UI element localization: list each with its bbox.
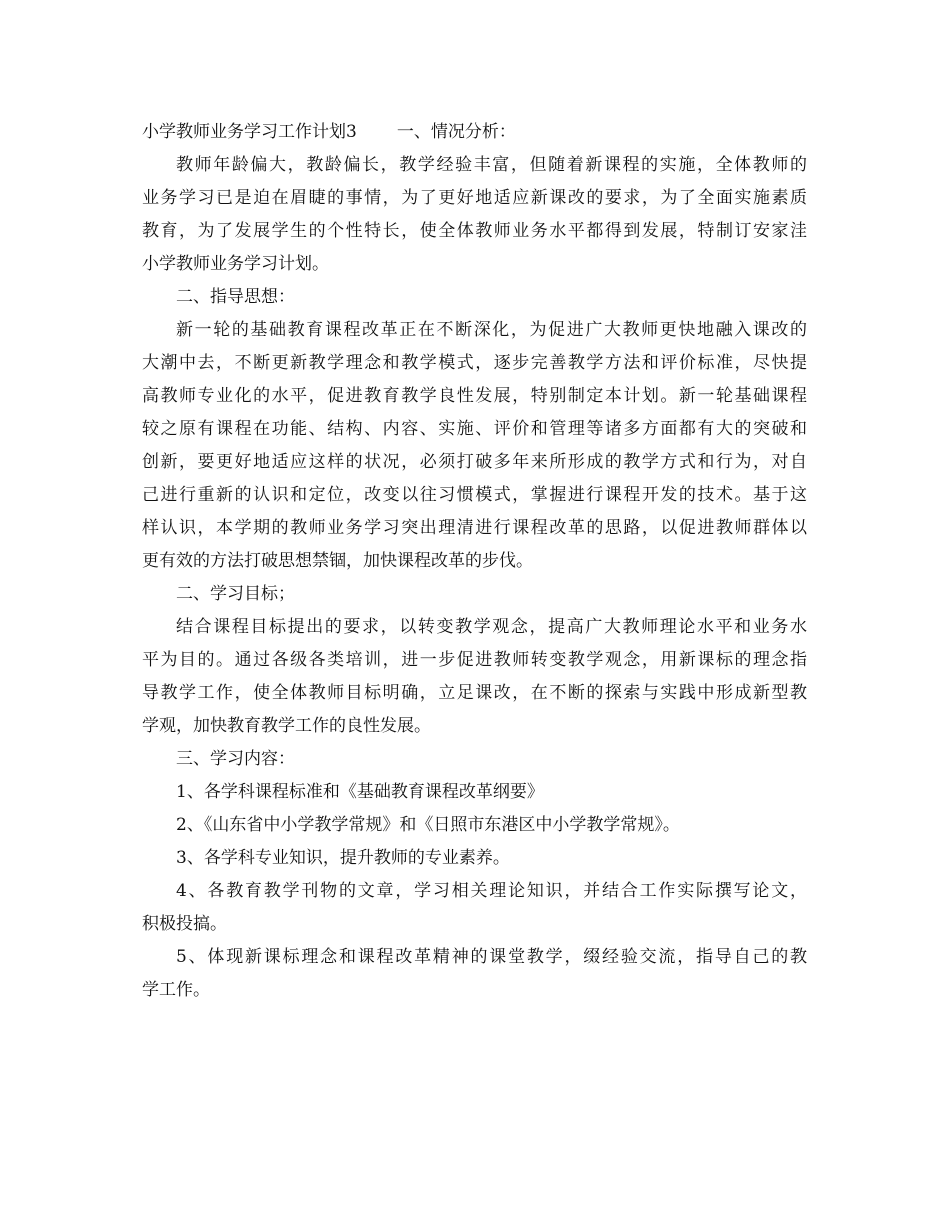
title-gap — [357, 116, 397, 149]
text-line: 较之原有课程在功能、结构、内容、实施、评价和管理等诸多方面都有大的突破和 — [142, 419, 807, 439]
text-line: 高教师专业化的水平，促进教育教学良性发展，特别制定本计划。新一轮基础课程 — [142, 386, 807, 406]
text-line: 小学教师业务学习计划。 — [142, 254, 329, 274]
text-line: 学观，加快教育教学工作的良性发展。 — [142, 716, 431, 736]
text-line: 己进行重新的认识和定位，改变以往习惯模式，掌握进行课程开发的技术。基于这 — [142, 485, 807, 505]
document-lines — [142, 149, 807, 1007]
text-line: 教育，为了发展学生的个性特长，使全体教师业务水平都得到发展，特制订安家洼 — [142, 221, 807, 241]
text-line: 创新，要更好地适应这样的状况，必须打破多年来所形成的教学方式和行为，对自 — [142, 452, 807, 472]
text-line: 4、各教育教学刊物的文章，学习相关理论知识，并结合工作实际撰写论文， — [176, 881, 807, 901]
text-line: 5、体现新课标理念和课程改革精神的课堂教学，缀经验交流，指导自己的教 — [176, 947, 807, 967]
text-line: 平为目的。通过各级各类培训，进一步促进教师转变教学观念，用新课标的理念指 — [142, 650, 807, 670]
text-line: 导教学工作，使全体教师目标明确，立足课改，在不断的探索与实践中形成新型教 — [142, 683, 807, 703]
text-line: 业务学习已是迫在眉睫的事情，为了更好地适应新课改的要求，为了全面实施素质 — [142, 188, 807, 208]
section-heading-situation: 一、情况分析： — [396, 122, 516, 142]
document-title-line — [142, 116, 807, 149]
text-line: 新一轮的基础教育课程改革正在不断深化，为促进广大教师更快地融入课改的 — [176, 320, 807, 340]
text-line: 1、各学科课程标准和《基础教育课程改革纲要》 — [176, 782, 544, 802]
text-line: 2、《山东省中小学教学常规》和《日照市东港区中小学教学常规》。 — [176, 815, 680, 835]
text-line: 学工作。 — [142, 980, 210, 1000]
text-line: 三、学习内容： — [176, 749, 295, 769]
document-body — [142, 116, 807, 1007]
text-line: 3、各学科专业知识，提升教师的专业素养。 — [176, 848, 510, 868]
text-line: 大潮中去，不断更新教学理念和教学模式，逐步完善教学方法和评价标准，尽快提 — [142, 353, 807, 373]
text-line: 二、学习目标； — [176, 584, 295, 604]
text-line: 积极投搞。 — [142, 914, 227, 934]
text-line: 结合课程目标提出的要求，以转变教学观念，提高广大教师理论水平和业务水 — [176, 617, 807, 637]
text-line: 二、指导思想： — [176, 287, 295, 307]
text-line: 样认识，本学期的教师业务学习突出理清进行课程改革的思路，以促进教师群体以 — [142, 518, 807, 538]
document-title: 小学教师业务学习工作计划3 — [142, 122, 357, 142]
text-line: 更有效的方法打破思想禁锢，加快课程改革的步伐。 — [142, 551, 533, 571]
text-line: 教师年龄偏大，教龄偏长，教学经验丰富，但随着新课程的实施，全体教师的 — [176, 155, 807, 175]
